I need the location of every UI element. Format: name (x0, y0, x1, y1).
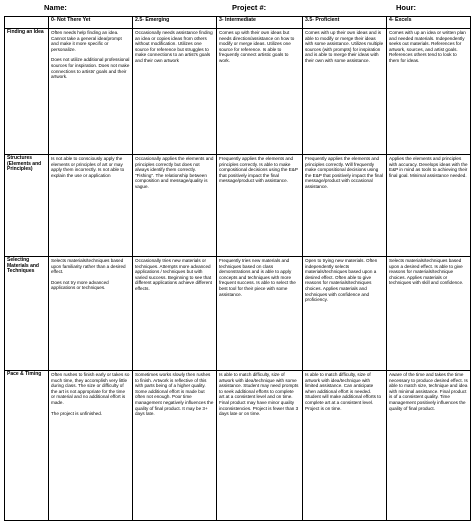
row-category: Finding an Idea (5, 29, 49, 155)
cell-text: Often rushes to finish early or takes so much time, they accomplish very little during class. The size or difficulty of the art is not appropriate for the time or material and no additional effort is made. (51, 372, 130, 405)
row-category: Pace & Timing (5, 371, 49, 521)
rubric-cell (49, 155, 133, 257)
column-header: 4- Excels (387, 17, 471, 29)
table-row (5, 29, 471, 155)
cell-text: Is able to match difficulty, size of artwork with idea/technique with limited assistance. Can anticipate when additional effort is needed. Student will make additional efforts to complete art at a consistent level. Project is on time. (305, 372, 382, 411)
cell-text: Occasionally applies the elements and principles correctly but does not always identify them correctly. "Fishing". The relationship between composition and message/quality is vague. (135, 156, 214, 189)
rubric-cell (217, 155, 303, 257)
cell-text: Does not try more advanced applications or techniques. (51, 279, 109, 291)
rubric-cell (387, 155, 471, 257)
cell-text: Frequently tries new materials and techniques based on class demonstrations and is able to apply concepts and techniques with more frequent success. Is able to select the best tool for their piece with some assistance. (219, 258, 296, 297)
cell-text: Does not utilize additional professional sources for inspiration. Does not make connections to artists' goals and their artwork. (51, 57, 130, 80)
cell-text: Sometimes works slowly then rushes to finish. Artwork is reflective of this with parts being of a higher quality. Some additional effort is made but often not enough. Poor time management negatively influences the quality of final product. It may be 3+ days late. (135, 372, 214, 417)
rubric-cell (217, 371, 303, 521)
rubric-body (5, 29, 471, 521)
rubric-cell (217, 29, 303, 155)
column-header (5, 17, 49, 29)
rubric-cell (133, 155, 217, 257)
rubric-cell (133, 29, 217, 155)
cell-text: Frequently applies the elements and principles correctly. Will frequently make compositional decisions using the E&P that positively impact the final message/product with occasional assistance. (305, 156, 384, 189)
rubric-cell (303, 371, 387, 521)
rubric-cell (133, 257, 217, 371)
hour-label: Hour: (396, 3, 416, 12)
cell-text: Applies the elements and principles with accuracy. Develops ideas with the E&P in mind as tools to achieving their final goal. Minimal assistance needed. (389, 156, 468, 178)
cell-text: Often needs help finding an idea. Cannot take a general idea/prompt and make it more specific or personalize. (51, 30, 122, 52)
rubric-cell (303, 155, 387, 257)
cell-text: Open to trying new materials. Often independently selects materials/techniques based upon a desired effect. Often able to give reasons for materials/techniques choices. Applies materials and techniques with confidence and proficiency. (305, 258, 378, 303)
rubric-cell (217, 257, 303, 371)
rubric-cell (387, 257, 471, 371)
rubric-cell (387, 371, 471, 521)
rubric-cell (303, 257, 387, 371)
column-header: 3- Intermediate (217, 17, 303, 29)
cell-text: Selects materials/techniques based upon familiarity rather than a desired effect. (51, 258, 126, 275)
project-label: Project #: (232, 3, 267, 12)
rubric-cell (49, 371, 133, 521)
name-label: Name: (44, 3, 67, 12)
row-category: Structures (Elements and Principles) (5, 155, 49, 257)
rubric-header (0, 0, 474, 14)
cell-text: The project is unfinished. (51, 410, 103, 416)
column-header-row (5, 17, 471, 29)
cell-text: Aware of the time and takes the time necessary to produce desired effect. Is able to match size, technique and idea with minimal assistance. Final product is of a consistent quality. Time management positively influences the quality of final product. (389, 372, 468, 411)
column-header: 3.5- Proficient (303, 17, 387, 29)
row-category: Selecting Materials and Techniques (5, 257, 49, 371)
cell-text: Occasionally tries new materials or techniques. Attempts more advanced applications / techniques but with varied success. Beginning to see that different applications achieve different effects. (135, 258, 212, 291)
cell-text: Comes up with their own ideas but needs direction/assistance on how to modify or merge ideas. Utilizes one source for reference. Is able to frequently connect artistic goals to work. (219, 30, 295, 63)
cell-text: Is able to match difficulty, size of artwork with idea/technique with some assistance. Student may need prompts to seek additional efforts to complete art at a consistent level and on time. Final product may have minor quality inconsistencies. Project is fewer than 3 days late or on time. (219, 372, 299, 417)
table-row (5, 257, 471, 371)
rubric-cell (133, 371, 217, 521)
rubric-cell (387, 29, 471, 155)
cell-text: Comes with up an idea or written plan and needed materials. Independently seeks out materials. References for artwork, sources, and artist goals. References others tend to look to them for ideas. (389, 30, 466, 63)
cell-text: Occasionally needs assistance finding an idea or copies ideas from others without modification. Utilizes one source for reference but struggles to make connections to an artist's goals and their own artwork (135, 30, 213, 63)
rubric-cell (303, 29, 387, 155)
rubric-cell (49, 257, 133, 371)
table-row (5, 371, 471, 521)
cell-text: Is not able to consciously apply the elements or principles of art or may apply them incorrectly. Is not able to explain the use or application (51, 156, 125, 178)
cell-text: Frequently applies the elements and principles correctly. Is able to make compositional decisions using the E&P that positively impact the final message/product with assistance. (219, 156, 298, 184)
rubric-cell (49, 29, 133, 155)
rubric-table (4, 16, 471, 521)
cell-text: Selects materials/techniques based upon a desired effect. Is able to give reasons for materials/technique choices. Applies materials or techniques with skill and confidence. (389, 258, 464, 286)
table-row (5, 155, 471, 257)
column-header: 0- Not There Yet (49, 17, 133, 29)
column-header: 2.5- Emerging (133, 17, 217, 29)
cell-text: Comes with up their own ideas and is able to modify or merge their ideas with some assistance. Utilizes multiple sources (with prompts) for inspiration and is able to merge their ideas with their own with some assistance. (305, 30, 384, 63)
